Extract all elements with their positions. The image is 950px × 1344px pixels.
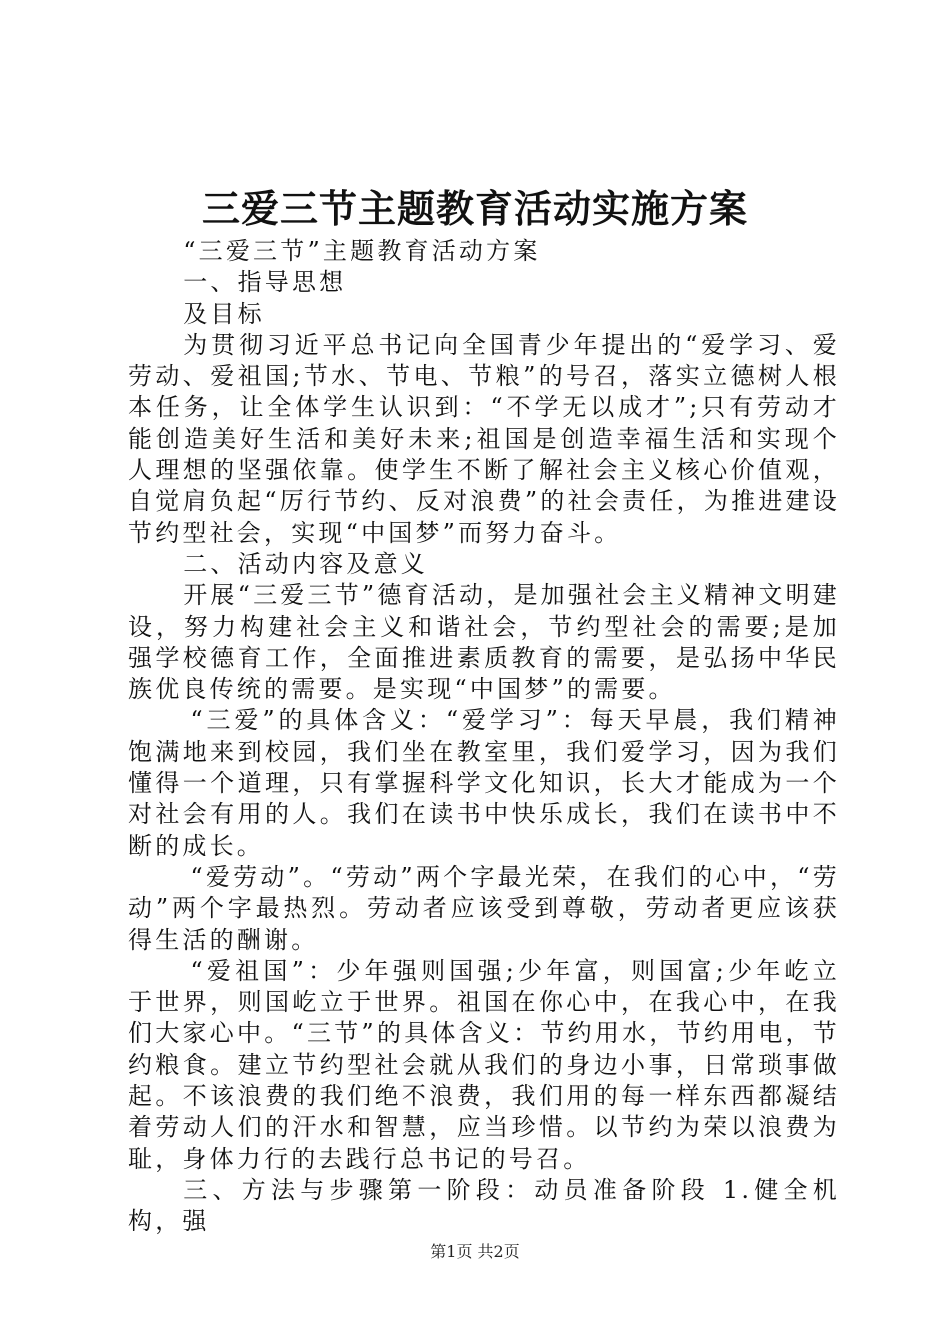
paragraph-heading-3: 三、方法与步骤第一阶段：动员准备阶段 1.健全机构，强 bbox=[128, 1175, 840, 1236]
paragraph-heading-1: 一、指导思想 bbox=[183, 268, 347, 297]
paragraph-love-labor: “爱劳动”。“劳动”两个字最光荣，在我们的心中，“劳动”两个字最热烈。劳动者应该受到尊敬，劳动者更应该获得生活的酬谢。 bbox=[128, 862, 840, 954]
paragraph-love-country: “爱祖国”：少年强则国强;少年富，则国富;少年屹立于世界，则国屹立于世界。祖国在你心中，在我心中，在我们大家心中。“三节”的具体含义：节约用水，节约用电，节约粮食。建立节约型社会就从我们的身边小事，日常琐事做起。不该浪费的我们绝不浪费，我们用的每一样东西都凝结着劳动人们的汗水和智慧，应当珍惜。以节约为荣以浪费为耻，身体力行的去践行总书记的号召。 bbox=[128, 956, 840, 1173]
paragraph-guiding-thought: 为贯彻习近平总书记向全国青少年提出的“爱学习、爱劳动、爱祖国;节水、节电、节粮”的号召，落实立德树人根本任务，让全体学生认识到：“不学无以成才”;只有劳动才能创造美好生活和美好未来;祖国是创造幸福生活和实现个人理想的坚强依靠。使学生不断了解社会主义核心价值观，自觉肩负起“厉行节约、反对浪费”的社会责任，为推进建设节约型社会，实现“中国梦”而努力奋斗。 bbox=[128, 330, 840, 547]
document-body bbox=[128, 236, 840, 1238]
document-title: 三爱三节主题教育活动实施方案 bbox=[201, 186, 748, 231]
paragraph-activity-content: 开展“三爱三节”德育活动，是加强社会主义精神文明建设，努力构建社会主义和谐社会，节约型社会的需要;是加强学校德育工作，全面推进素质教育的需要，是弘扬中华民族优良传统的需要。是实现“中国梦”的需要。 bbox=[128, 581, 840, 704]
paragraph-subtitle: “三爱三节”主题教育活动方案 bbox=[183, 237, 541, 265]
page-footer: 第1页 共2页 bbox=[430, 1242, 520, 1261]
paragraph-heading-1-cont: 及目标 bbox=[183, 299, 265, 328]
paragraph-love-learning: “三爱”的具体含义：“爱学习”：每天早晨，我们精神饱满地来到校园，我们坐在教室里，我们爱学习，因为我们懂得一个道理，只有掌握科学文化知识，长大才能成为一个对社会有用的人。我们在读书中快乐成长，我们在读书中不断的成长。 bbox=[128, 706, 840, 860]
paragraph-heading-2: 二、活动内容及意义 bbox=[183, 549, 428, 578]
